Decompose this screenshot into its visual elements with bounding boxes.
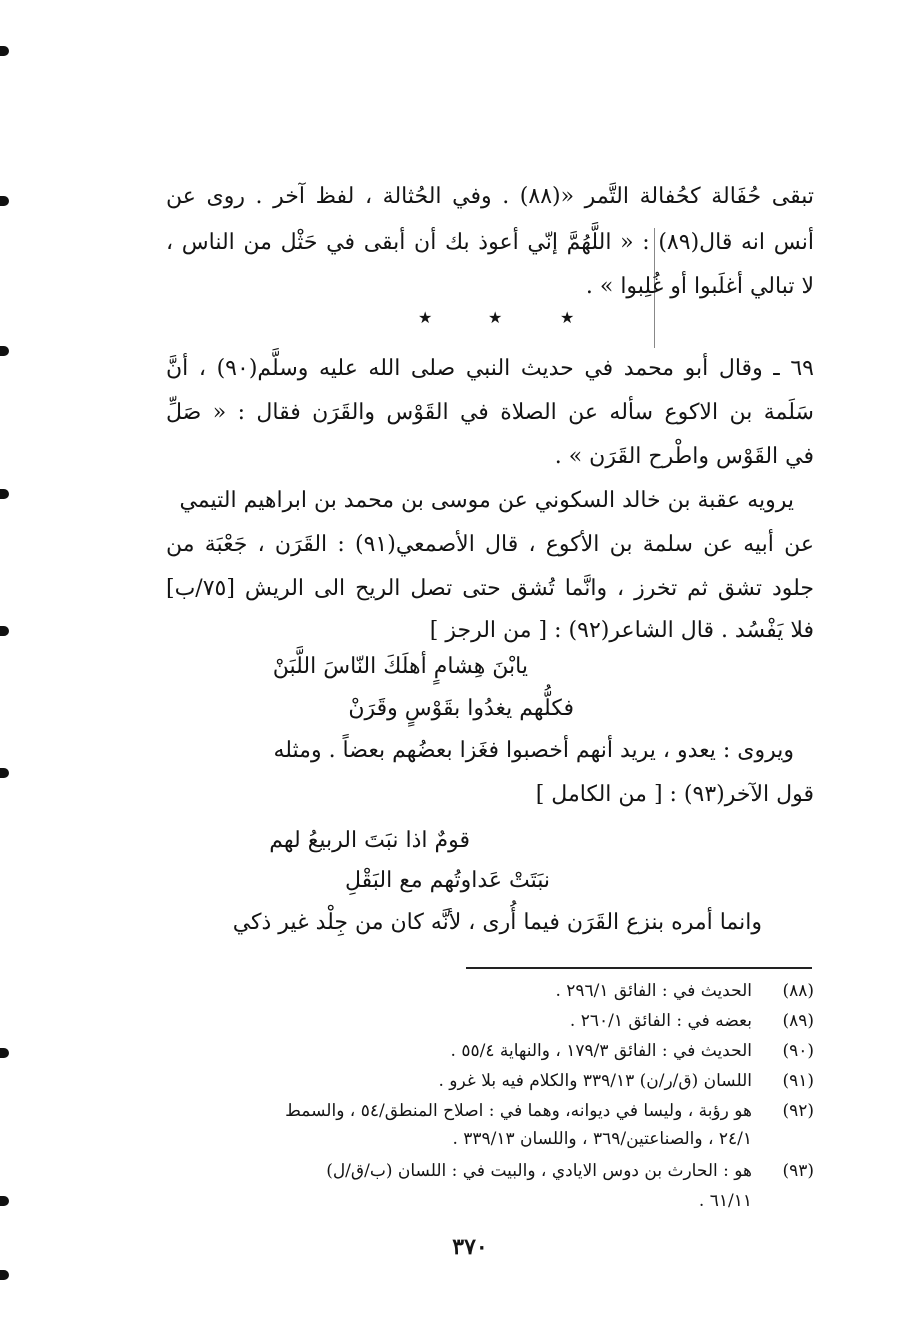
section-69-line: ٦٩ ـ وقال أبو محمد في حديث النبي صلى الله عليه وسلَّم(٩٠) ، أنَّ	[166, 356, 814, 381]
footnote-number: (٩٢)	[782, 1101, 814, 1121]
star-ornament: ★	[418, 308, 433, 327]
verse-line: فكلُّهم يغدُوا بقَوْسٍ وقَرَنْ	[348, 696, 574, 721]
body-line: أنس انه قال(٨٩) : « اللَّهُمَّ إنّي أعوذ بك أن أبقى في حَثْل من الناس ،	[166, 230, 814, 255]
star-ornament: ★	[488, 308, 503, 327]
margin-mark	[0, 1196, 9, 1206]
footnote-rule	[466, 967, 812, 969]
verse-line: نبَتَتْ عَداوتُهم مع البَقْلِ	[344, 868, 550, 893]
margin-mark	[0, 346, 9, 356]
explanation-line: جلود تشق ثم تخرز ، وانَّما تُشق حتى تصل الريح الى الريش [٧٥/ب]	[166, 576, 814, 601]
margin-mark	[0, 46, 9, 56]
footnote-number: (٨٨)	[782, 981, 814, 1001]
footnote-text: الحديث في : الفائق ٢٩٦/١ .	[555, 981, 752, 1001]
footnote-text: ٢٤/١ ، والصناعتين/٣٦٩ ، واللسان ٣٣٩/١٣ .	[452, 1129, 752, 1149]
footnote-number: (٩٣)	[782, 1161, 814, 1181]
footnote-number: (٩١)	[782, 1071, 814, 1091]
explanation-line: ويروى : يعدو ، يريد أنهم أخصبوا فغَزا بعضُهم بعضاً . ومثله	[273, 738, 794, 763]
margin-mark	[0, 768, 9, 778]
page-number: ٣٧٠	[452, 1234, 488, 1260]
section-69-line: سَلَمة بن الاكوع سأله عن الصلاة في القَوْس والقَرَن فقال : « صَلِّ	[166, 400, 814, 425]
footnote-text: الحديث في : الفائق ١٧٩/٣ ، والنهاية ٥٥/٤ .	[450, 1041, 752, 1061]
margin-mark	[0, 196, 9, 206]
footnote-text: اللسان (ق/ر/ن) ٣٣٩/١٣ والكلام فيه بلا غرو .	[438, 1071, 752, 1091]
section-69-line: في القَوْس واطْرح القَرَن » .	[554, 444, 814, 469]
star-ornament: ★	[560, 308, 575, 327]
explanation-line: يرويه عقبة بن خالد السكوني عن موسى بن محمد بن ابراهيم التيمي	[179, 488, 794, 513]
footnote-text: هو : الحارث بن دوس الايادي ، والبيت في : اللسان (ب/ق/ل)	[326, 1161, 752, 1181]
section-separator	[400, 308, 600, 332]
verse-line: يابْنَ هِشامٍ أهلَكَ النّاسَ اللَّبَنْ	[272, 654, 528, 679]
margin-mark	[0, 626, 9, 636]
footnote-text: بعضه في : الفائق ٢٦٠/١ .	[569, 1011, 752, 1031]
margin-mark	[0, 1270, 9, 1280]
footnote-text: هو رؤبة ، وليسا في ديوانه، وهما في : اصلاح المنطق/٥٤ ، والسمط	[285, 1101, 752, 1121]
verse-line: قومٌ اذا نبَتَ الربيعُ لهم	[269, 828, 470, 853]
explanation-line: قول الآخر(٩٣) : [ من الكامل ]	[535, 782, 814, 807]
footnote-number: (٨٩)	[782, 1011, 814, 1031]
footnote-text: ٦١/١١ .	[698, 1191, 752, 1211]
margin-mark	[0, 1048, 9, 1058]
explanation-line: عن أبيه عن سلمة بن الأكوع ، قال الأصمعي(٩١) : القَرَن ، جَعْبَة من	[166, 532, 814, 557]
explanation-line: فلا يَفْسُد . قال الشاعر(٩٢) : [ من الرجز ]	[429, 618, 814, 643]
margin-mark	[0, 489, 9, 499]
body-line: وانما أمره بنزع القَرَن فيما أُرى ، لأنَّه كان من جِلْد غير ذكي	[232, 910, 762, 935]
body-line: تبقى حُفَالة كحُفالة التَّمر «(٨٨) . وفي الحُثالة ، لفظ آخر . روى عن	[166, 184, 814, 209]
body-line: لا تبالي أغلَبوا أو غُلِبوا » .	[585, 274, 814, 299]
footnote-number: (٩٠)	[782, 1041, 814, 1061]
